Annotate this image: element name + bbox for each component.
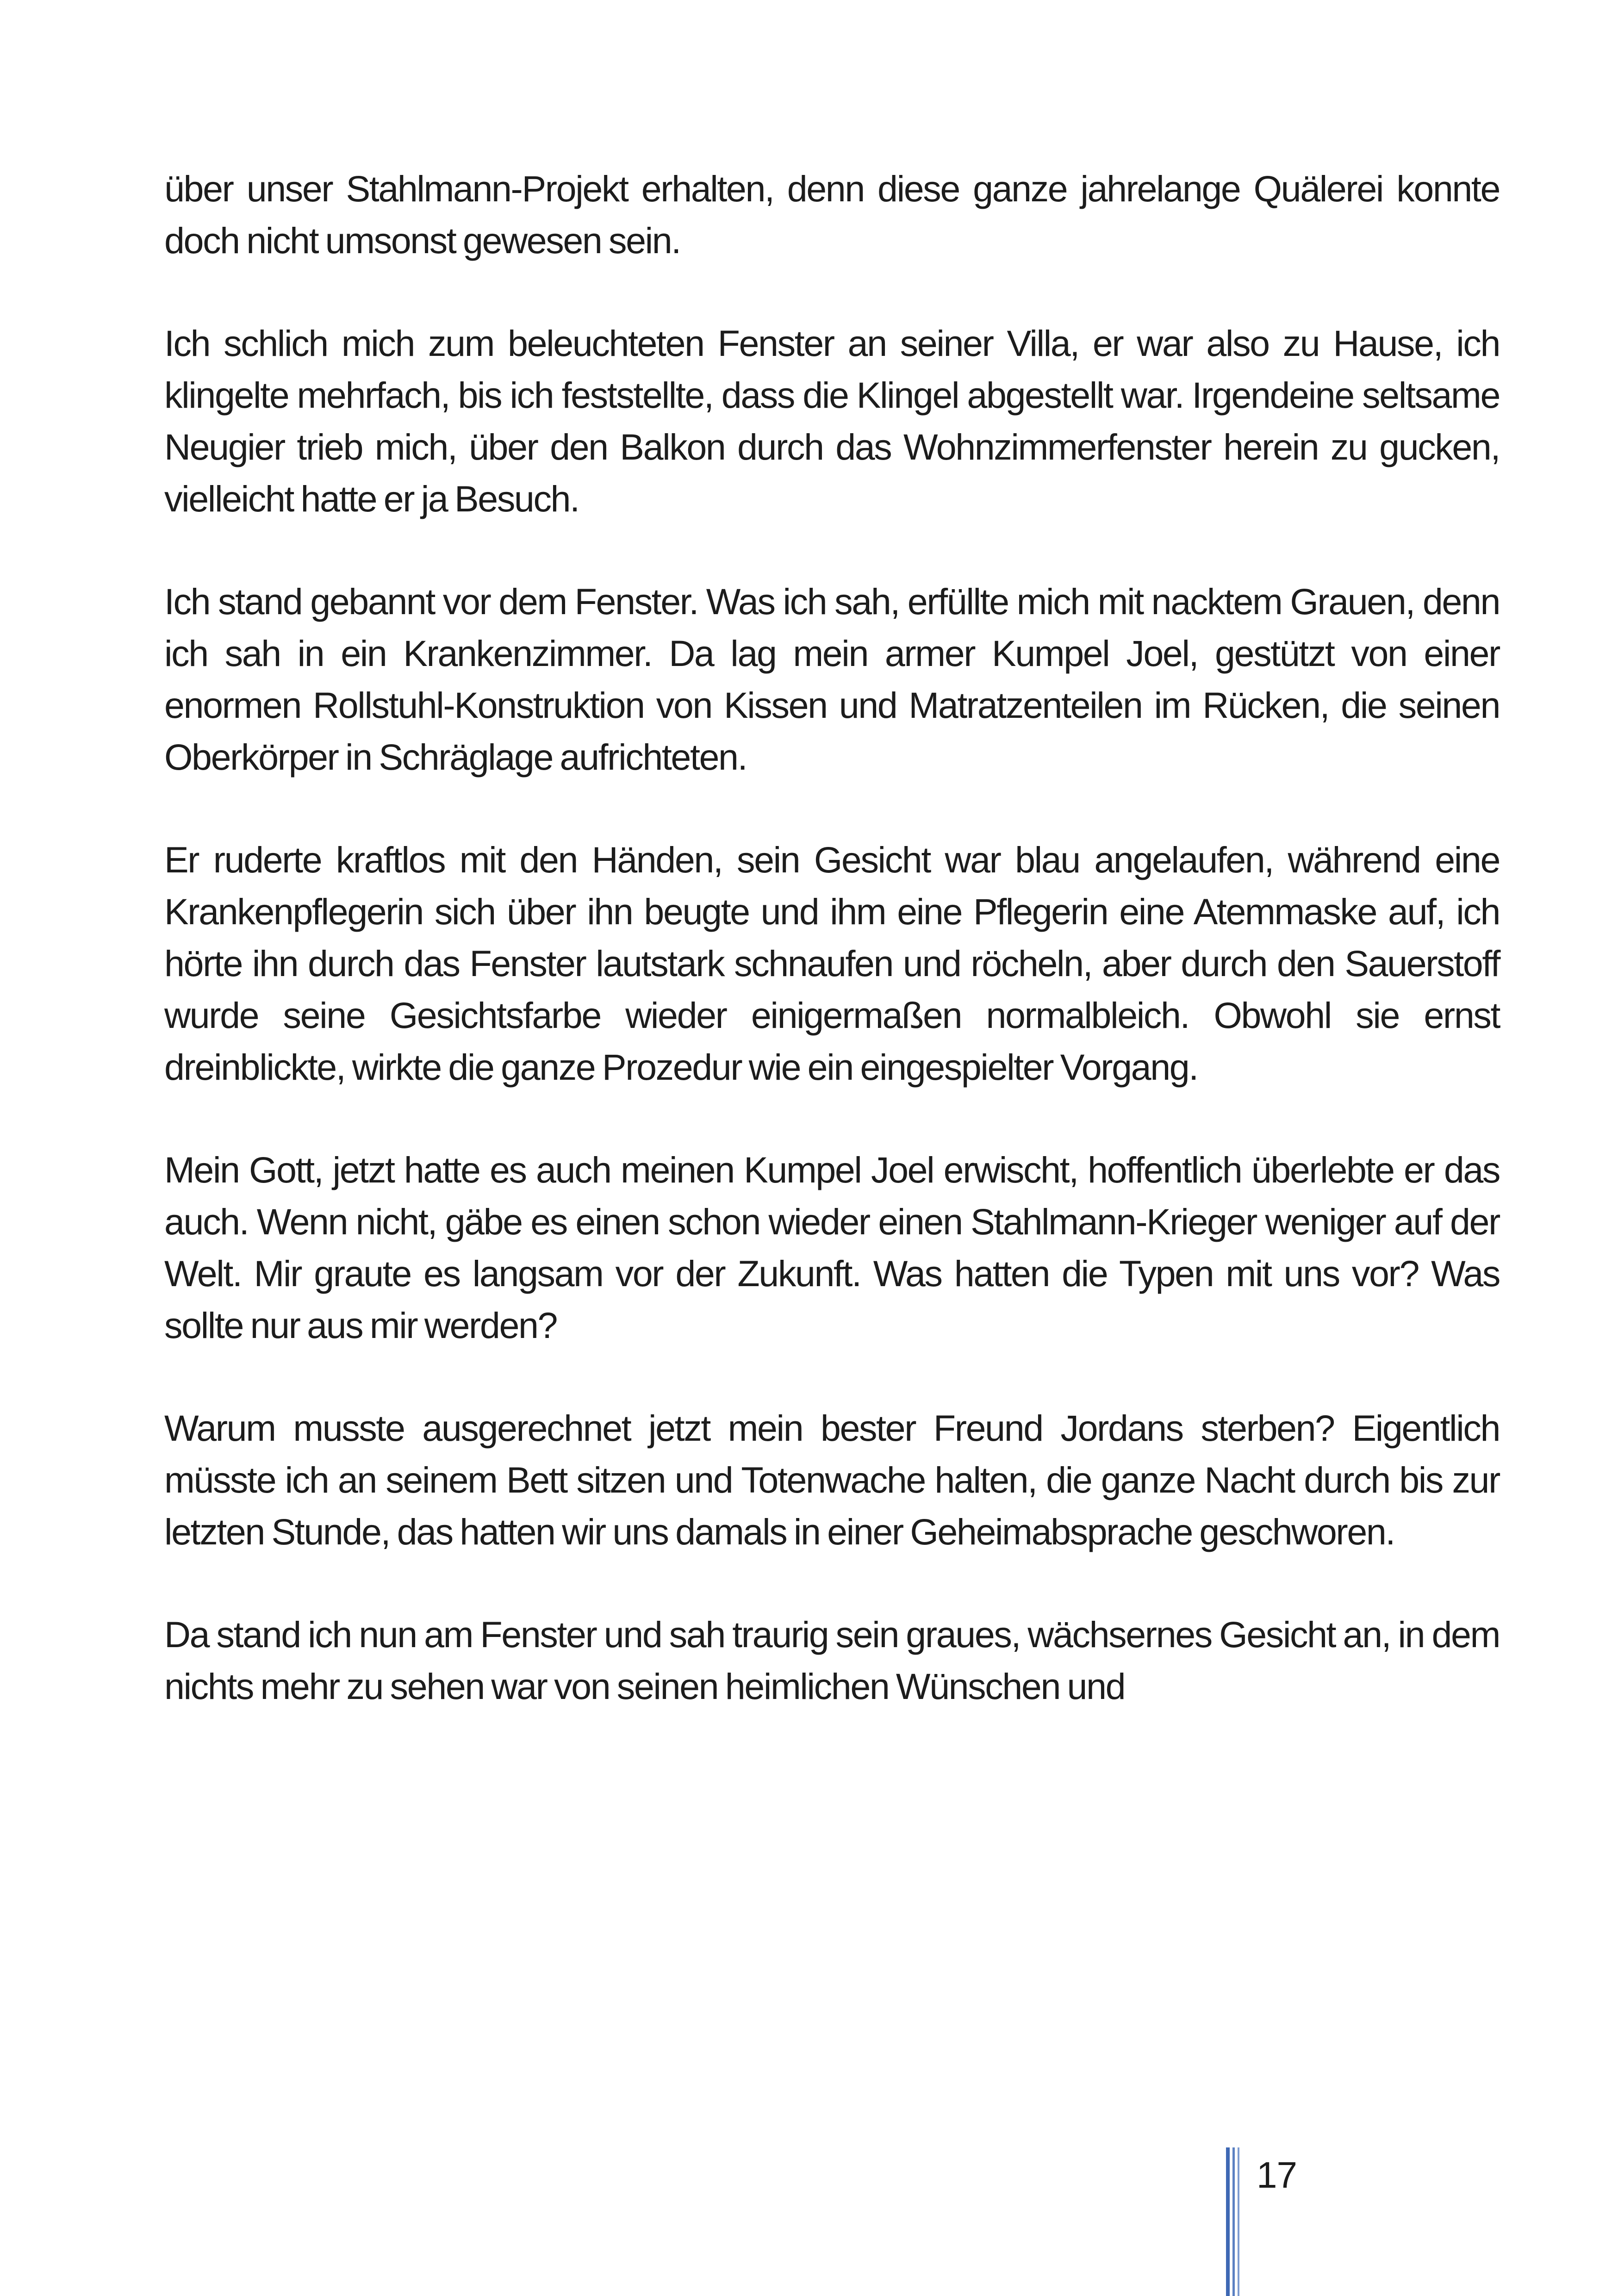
body-text bbox=[164, 163, 1500, 1712]
paragraph-5: Mein Gott, jetzt hatte es auch meinen Kumpel Joel erwischt, hoffentlich überlebte er das auch. Wenn nicht, gäbe es einen schon wieder einen Stahlmann-Krieger weniger auf der Welt. Mir graute es langsam vor der Zukunft. Was hatten die Typen mit uns vor? Was sollte nur aus mir werden? bbox=[164, 1149, 1500, 1346]
page-number-rule-inner bbox=[1232, 2147, 1235, 2296]
paragraph-7: Da stand ich nun am Fenster und sah traurig sein graues, wächsernes Gesicht an, in dem nichts mehr zu sehen war von seinen heimlichen Wünschen und bbox=[164, 1614, 1500, 1707]
page-number: 17 bbox=[1257, 2154, 1297, 2196]
paragraph-3: Ich stand gebannt vor dem Fenster. Was ich sah, erfüllte mich mit nacktem Grauen, denn ich sah in ein Krankenzimmer. Da lag mein armer Kumpel Joel, gestützt von einer enormen Rollstuhl-Konstruktion von Kissen und Matratzenteilen im Rücken, die seinen Oberkörper in Schräglage aufrichteten. bbox=[164, 581, 1500, 778]
page-number-rule bbox=[1226, 2147, 1230, 2296]
paragraph-4: Er ruderte kraftlos mit den Händen, sein Gesicht war blau angelaufen, während eine Krankenpflegerin sich über ihn beugte und ihm eine Pflegerin eine Atemmaske auf, ich hörte ihn durch das Fenster lautstark schnaufen und röcheln, aber durch den Sauerstoff wurde seine Gesichtsfarbe wieder einigermaßen normalbleich. Obwohl sie ernst dreinblickte, wirkte die ganze Prozedur wie ein eingespielter Vorgang. bbox=[164, 839, 1500, 1088]
page-number-rule-light bbox=[1238, 2147, 1239, 2296]
paragraph-2: Ich schlich mich zum beleuchteten Fenster an seiner Villa, er war also zu Hause, ich klingelte mehrfach, bis ich feststellte, dass die Klingel abgestellt war. Irgendeine seltsame Neugier trieb mich, über den Balkon durch das Wohnzimmerfenster herein zu gucken, vielleicht hatte er ja Besuch. bbox=[164, 323, 1500, 519]
paragraph-1: über unser Stahlmann-Projekt erhalten, denn diese ganze jahrelange Quälerei konnte doch nicht umsonst gewesen sein. bbox=[164, 168, 1500, 261]
paragraph-6: Warum musste ausgerechnet jetzt mein bester Freund Jordans sterben? Eigentlich müsste ich an seinem Bett sitzen und Totenwache halten, die ganze Nacht durch bis zur letzten Stunde, das hatten wir uns damals in einer Geheimabsprache geschworen. bbox=[164, 1407, 1500, 1552]
